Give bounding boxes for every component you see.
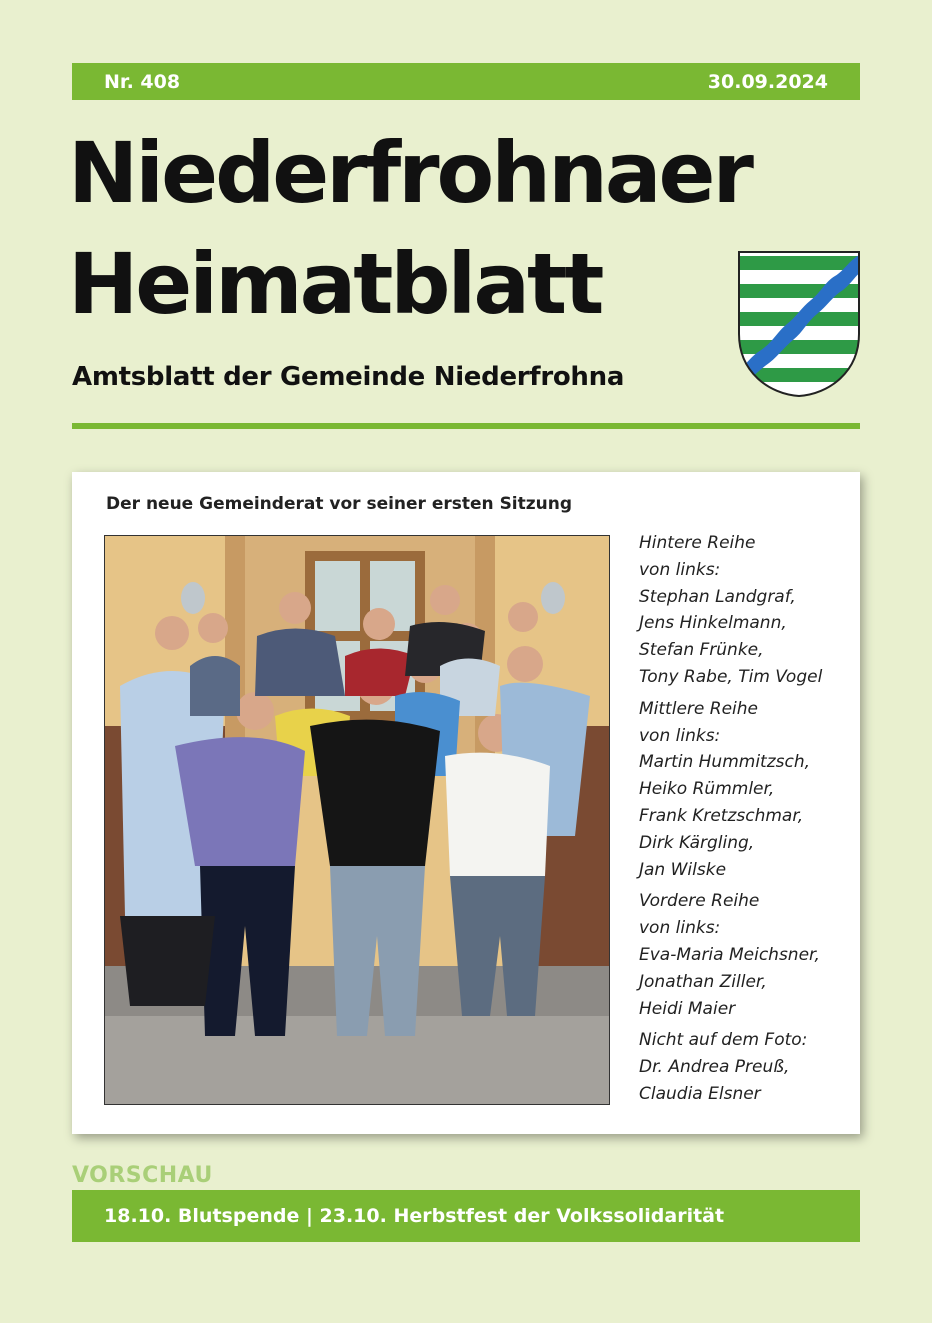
newspaper-subtitle: Amtsblatt der Gemeinde Niederfrohna (72, 362, 625, 392)
header-divider (72, 423, 860, 429)
issue-number: Nr. 408 (104, 70, 181, 93)
caption-group-back-row (639, 530, 854, 691)
caption-line: Jonathan Ziller, (639, 971, 767, 992)
caption-group-middle-row (639, 696, 854, 884)
caption-line: Tony Rabe, Tim Vogel (639, 666, 823, 687)
caption-line: Dr. Andrea Preuß, (639, 1057, 790, 1078)
caption-line: Martin Hummitzsch, (639, 752, 811, 773)
caption-group-absent (639, 1027, 854, 1107)
caption-line: Stefan Frünke, (639, 640, 764, 661)
caption-line: Heiko Rümmler, (639, 779, 775, 800)
title-line-2: Heimatblatt (68, 235, 602, 333)
newspaper-title (68, 118, 751, 340)
caption-line: Mittlere Reihe (639, 698, 758, 719)
caption-line: von links: (639, 559, 721, 580)
preview-text: 18.10. Blutspende | 23.10. Herbstfest der Volkssolidarität (104, 1205, 725, 1227)
feature-card (72, 472, 860, 1134)
caption-line: Frank Kretzschmar, (639, 805, 804, 826)
issue-bar (72, 63, 860, 100)
caption-line: Stephan Landgraf, (639, 586, 796, 607)
caption-line: Hintere Reihe (639, 533, 756, 553)
caption-line: Dirk Kärgling, (639, 832, 755, 853)
title-line-1: Niederfrohnaer (68, 124, 751, 222)
issue-date: 30.09.2024 (707, 70, 828, 93)
caption-line: Nicht auf dem Foto: (639, 1030, 808, 1051)
caption-line: Claudia Elsner (639, 1083, 761, 1104)
council-group-photo (104, 535, 610, 1105)
coat-of-arms-icon (737, 250, 861, 398)
caption-line: Vordere Reihe (639, 891, 760, 912)
caption-group-front-row (639, 888, 854, 1022)
preview-bar (72, 1190, 860, 1242)
caption-line: Jens Hinkelmann, (639, 613, 787, 634)
preview-label: VORSCHAU (72, 1163, 213, 1188)
photo-caption (639, 530, 854, 1113)
caption-line: Eva-Maria Meichsner, (639, 944, 820, 965)
caption-line: von links: (639, 725, 721, 746)
caption-line: Jan Wilske (639, 859, 727, 880)
caption-line: von links: (639, 918, 721, 939)
caption-line: Heidi Maier (639, 998, 736, 1019)
feature-heading: Der neue Gemeinderat vor seiner ersten Sitzung (106, 494, 573, 514)
